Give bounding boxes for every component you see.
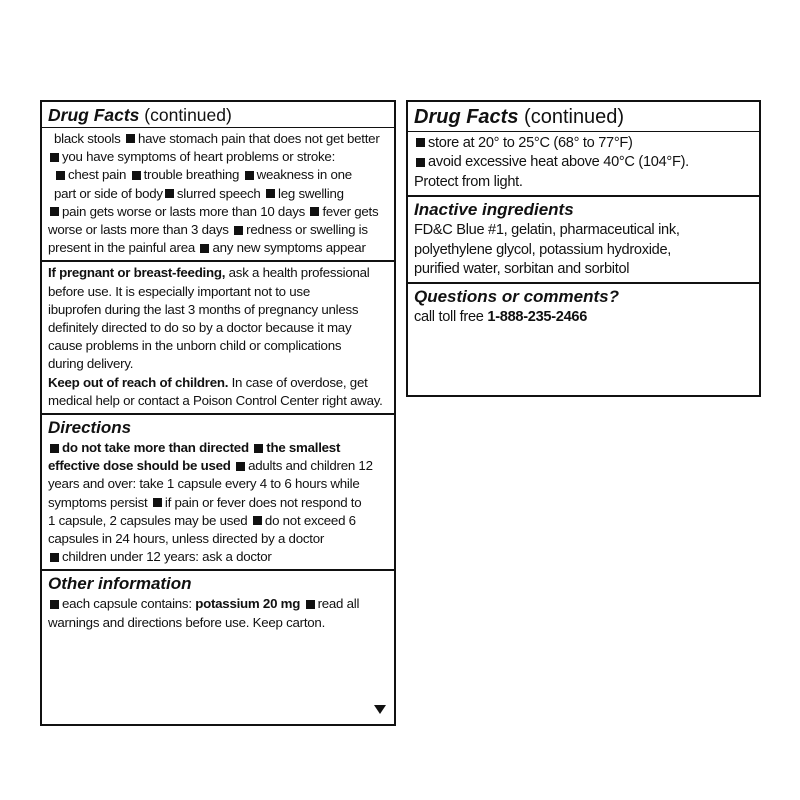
questions-section — [408, 284, 759, 330]
storage-line: store at 20° to 25°C (68° to 77°F) — [414, 134, 753, 153]
pregnancy-section — [42, 262, 394, 415]
bullet-icon — [50, 444, 59, 453]
questions-line: call toll free 1-888-235-2466 — [414, 309, 588, 326]
warnings-section — [42, 128, 394, 262]
warning-line: black stools have stomach pain that does not get better — [54, 131, 380, 146]
directions-line: years and over: take 1 capsule every 4 to 6 hours while — [48, 476, 360, 492]
bullet-icon — [236, 462, 245, 471]
bullet-icon — [132, 171, 141, 180]
bullet-icon — [56, 171, 65, 180]
bullet-icon — [50, 207, 59, 216]
phone-number: 1-888-235-2466 — [487, 309, 588, 326]
bullet-icon — [50, 553, 59, 562]
directions-line: effective dose should be used adults and children 12 — [48, 458, 373, 474]
bullet-icon — [165, 189, 174, 198]
inactive-ingredients-title: Inactive ingredients — [414, 200, 574, 220]
pregnancy-line: cause problems in the unborn child or complications — [48, 338, 342, 354]
bullet-icon — [416, 158, 425, 167]
continue-arrow-icon — [374, 705, 386, 714]
other-information-title: Other information — [48, 574, 192, 594]
warning-line: pain gets worse or lasts more than 10 days fever gets — [48, 203, 388, 221]
directions-section — [42, 415, 394, 571]
pregnancy-line: ibuprofen during the last 3 months of pregnancy unless — [48, 301, 359, 317]
warning-line: chest pain trouble breathing weakness in one — [48, 166, 388, 184]
directions-line: 1 capsule, 2 capsules may be used do not exceed 6 — [48, 512, 356, 528]
warning-line: part or side of body slurred speech leg swelling — [54, 185, 344, 201]
warning-line: you have symptoms of heart problems or stroke: — [48, 148, 388, 166]
questions-title: Questions or comments? — [414, 287, 619, 307]
bullet-icon — [153, 498, 162, 507]
header-continued: (continued) — [524, 106, 625, 128]
storage-line: Protect from light. — [414, 173, 523, 190]
bullet-icon — [245, 171, 254, 180]
pregnancy-line: before use. It is especially important not to use — [48, 283, 310, 299]
panel-header — [408, 102, 759, 132]
drug-facts-panel-right — [406, 100, 761, 397]
other-information-line: each capsule contains: potassium 20 mg read all — [48, 595, 388, 613]
header-title: Drug Facts — [48, 105, 140, 125]
pregnancy-line: during delivery. — [48, 356, 134, 372]
warning-line: worse or lasts more than 3 days redness or swelling is — [48, 222, 368, 238]
directions-line: children under 12 years: ask a doctor — [48, 548, 388, 566]
bullet-icon — [126, 134, 135, 143]
inactive-ingredients-section — [408, 197, 759, 284]
directions-line: symptoms persist if pain or fever does not respond to — [48, 494, 362, 510]
bullet-icon — [234, 226, 243, 235]
other-information-section — [42, 571, 394, 634]
bullet-icon — [50, 600, 59, 609]
bullet-icon — [50, 153, 59, 162]
bullet-icon — [200, 244, 209, 253]
other-information-line: warnings and directions before use. Keep carton. — [48, 614, 326, 630]
bullet-icon — [254, 444, 263, 453]
inactive-ingredients-line: FD&C Blue #1, gelatin, pharmaceutical ink, — [414, 222, 680, 239]
directions-line: capsules in 24 hours, unless directed by a doctor — [48, 531, 325, 547]
storage-section — [408, 132, 759, 197]
pregnancy-line: If pregnant or breast-feeding, ask a health professional — [48, 265, 370, 281]
drug-facts-panel-left — [40, 100, 396, 726]
panel-header — [42, 102, 394, 128]
inactive-ingredients-line: purified water, sorbitan and sorbitol — [414, 261, 630, 278]
children-line: medical help or contact a Poison Control Center right away. — [48, 392, 383, 408]
bullet-icon — [253, 516, 262, 525]
header-title: Drug Facts — [414, 106, 519, 128]
inactive-ingredients-line: polyethylene glycol, potassium hydroxide, — [414, 241, 672, 258]
children-line: Keep out of reach of children. In case of overdose, get — [48, 374, 368, 390]
pregnancy-line: definitely directed to do so by a doctor because it may — [48, 320, 352, 336]
warning-line: present in the painful area any new symptoms appear — [48, 240, 366, 256]
storage-line: avoid excessive heat above 40°C (104°F). — [414, 153, 753, 172]
directions-title: Directions — [48, 418, 132, 438]
bullet-icon — [266, 189, 275, 198]
bullet-icon — [306, 600, 315, 609]
bullet-icon — [416, 138, 425, 147]
bullet-icon — [310, 207, 319, 216]
header-continued: (continued) — [144, 105, 232, 125]
directions-line: do not take more than directed the smallest — [48, 439, 388, 457]
